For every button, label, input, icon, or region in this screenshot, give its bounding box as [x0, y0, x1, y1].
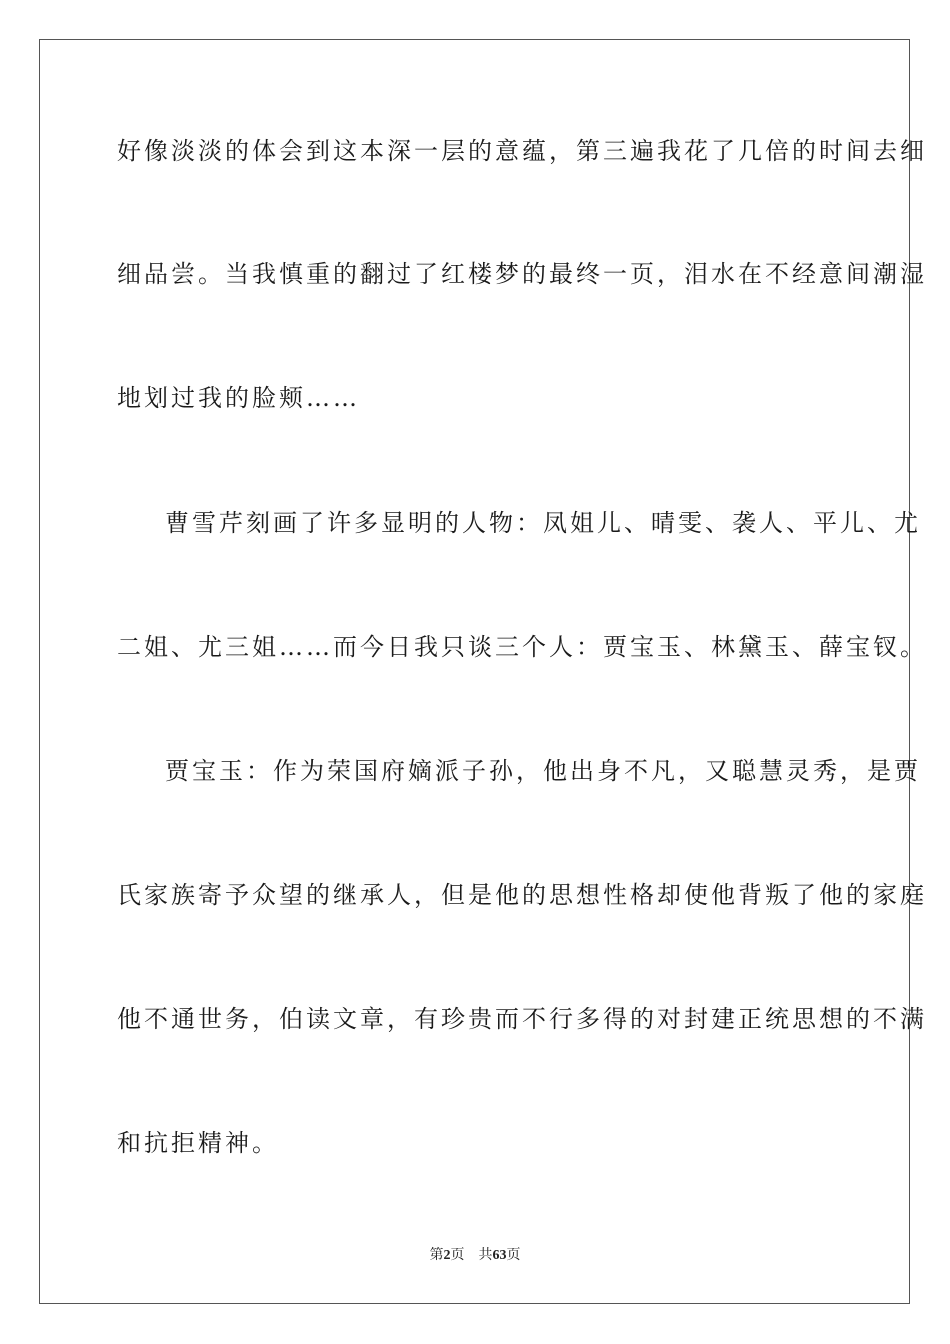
page-suffix: 页 — [450, 1247, 465, 1263]
paragraph-2-line-2: 二姐、尤三姐……而今日我只谈三个人：贾宝玉、林黛玉、薛宝钗。 — [117, 633, 927, 661]
page-footer — [0, 1245, 950, 1266]
paragraph-3-line-1: 贾宝玉：作为荣国府嫡派子孙，他出身不凡，又聪慧灵秀，是贾 — [165, 757, 921, 785]
paragraph-3-line-2: 氏家族寄予众望的继承人，但是他的思想性格却使他背叛了他的家庭 — [117, 881, 927, 909]
paragraph-3-line-3: 他不通世务，伯读文章，有珍贵而不行多得的对封建正统思想的不满 — [117, 1005, 927, 1033]
page-current: 2 — [443, 1248, 451, 1263]
paragraph-2-line-1: 曹雪芹刻画了许多显明的人物：凤姐儿、晴雯、袭人、平儿、尤 — [165, 509, 921, 537]
total-suffix: 页 — [506, 1247, 521, 1263]
page-prefix: 第 — [429, 1247, 444, 1263]
paragraph-1-line-1: 好像淡淡的体会到这本深一层的意蕴，第三遍我花了几倍的时间去细 — [117, 137, 927, 165]
page-border — [39, 39, 910, 1304]
paragraph-1-line-2: 细品尝。当我慎重的翻过了红楼梦的最终一页，泪水在不经意间潮湿 — [117, 260, 927, 288]
page-total: 63 — [492, 1248, 507, 1263]
total-prefix: 共 — [478, 1247, 493, 1263]
paragraph-1-line-3: 地划过我的脸颊…… — [117, 384, 360, 412]
paragraph-3-line-4: 和抗拒精神。 — [117, 1129, 279, 1157]
